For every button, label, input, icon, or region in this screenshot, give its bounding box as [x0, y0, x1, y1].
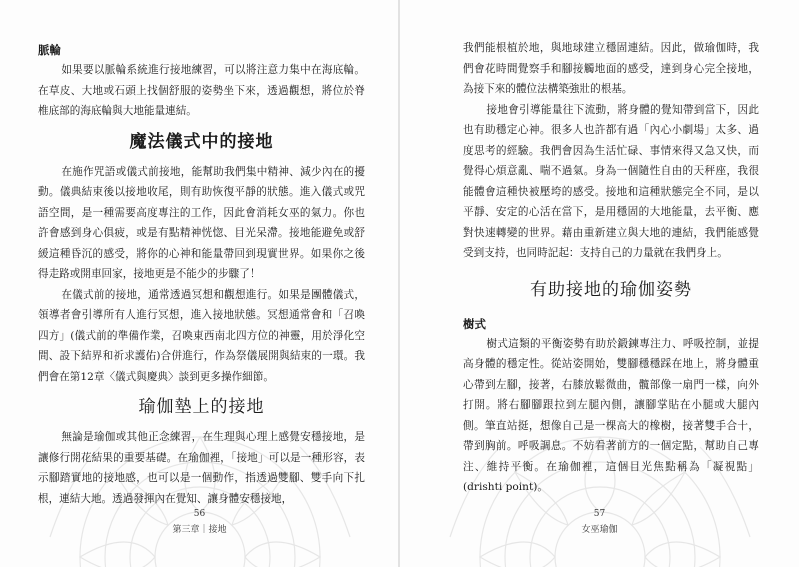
tree-pose-subheading: 樹式 — [463, 316, 486, 331]
page-number-left: 56 — [193, 509, 206, 519]
right-page-content — [463, 38, 759, 498]
tree-pose-paragraph: 樹式這類的平衡姿勢有助於鍛鍊專注力、呼吸控制，並提高身體的穩定性。從站姿開始，雙腳穩穩踩在地上，將身體重心帶到左腳，接著，右膝放鬆微曲，髖部像一扇門一樣，向外打開。將右腳腳跟拉到左腿內側，讓腳掌貼在小腿或大腿內側。筆直站挺，想像自己是一棵高大的橡樹，接著雙手合十，帶到胸前。呼吸調息。不妨看著前方的一個定點，幫助自己專注、維持平衡。在瑜伽裡，這個目光焦點稱為「凝視點」(drishti point)。 — [463, 337, 759, 493]
chakra-subheading: 脈輪 — [38, 43, 61, 57]
chakra-paragraph: 如果要以脈輪系統進行接地練習，可以將注意力集中在海底輪。在草皮、大地或石頭上找個舒服的姿勢坐下來，透過觀想，將位於脊椎底部的海底輪與大地能量連結。 — [38, 64, 365, 117]
grounding-energy-paragraph: 接地會引導能量往下流動，將身體的覺知帶到當下，因此也有助穩定心神。很多人也許都有過「內心小劇場」太多、過度思考的經驗。我們會因為生活忙碌、事情來得又急又快，而覺得心煩意亂、喘不過氣。身為一個隨性自由的天秤座，我很能體會這種快被壓垮的感受。接地和這種狀態完全不同，是以平靜、安定的心活在當下，是用穩固的大地能量，去平衡、應對快速轉變的世界。藉由重新建立與大地的連結，我們能感覺受到支持，也同時記起：支持自己的力量就在我們身上。 — [463, 103, 759, 259]
ritual-heading: 魔法儀式中的接地 — [129, 131, 274, 152]
ritual-paragraph-2: 在儀式前的接地，通常透過冥想和觀想進行。如果是團體儀式，領導者會引導所有人進行冥想，進入接地狀態。冥想通常會和「召喚四方」(儀式前的準備作業，召喚東西南北四方位的神靈，用於淨化空間、設下結界和祈求護佑)合併進行，作為祭儀展開與結束的一環。我們會在第12章〈儀式與慶典〉談到更多操作細節。 — [38, 288, 365, 383]
yoga-mat-heading: 瑜伽墊上的接地 — [138, 397, 265, 417]
yoga-poses-heading: 有助接地的瑜伽姿勢 — [530, 279, 692, 300]
left-page — [0, 0, 399, 567]
right-page — [400, 0, 799, 567]
grounding-continuation-paragraph: 我們能根植於地，與地球建立穩固連結。因此，做瑜伽時，我們會花時間覺察手和腳接觸地面的感受，達到身心完全接地，為接下來的體位法構築強壯的根基。 — [463, 42, 759, 95]
running-title-left: 第三章｜接地 — [172, 525, 227, 535]
ritual-paragraph-1: 在施作咒語或儀式前接地，能幫助我們集中精神、減少內在的擾動。儀典結束後以接地收尾，則有助恢復平靜的狀態。進入儀式或咒語空間，是一種需要高度專注的工作，因此會消耗女巫的氣力。你也許會感到身心俱疲，或是有點精神恍惚、目光呆滯。接地能避免或舒緩這種昏沉的感受，將你的心神和能量帶回到現實世界。如果你之後得走路或開車回家，接地更是不能少的步驟了！ — [38, 165, 365, 280]
left-page-content — [38, 40, 365, 509]
running-title-right: 女巫瑜伽 — [581, 525, 618, 535]
yoga-mat-paragraph: 無論是瑜伽或其他正念練習，在生理與心理上感覺安穩接地，是讓修行開花結果的重要基礎。在瑜伽裡，「接地」可以是一種形容，表示腳踏實地的接地感，也可以是一個動作，指透過雙腳、雙手向下扎根，連結大地。透過發揮內在覺知、讓身體安穩接地， — [38, 431, 365, 505]
page-number-right: 57 — [593, 509, 606, 519]
